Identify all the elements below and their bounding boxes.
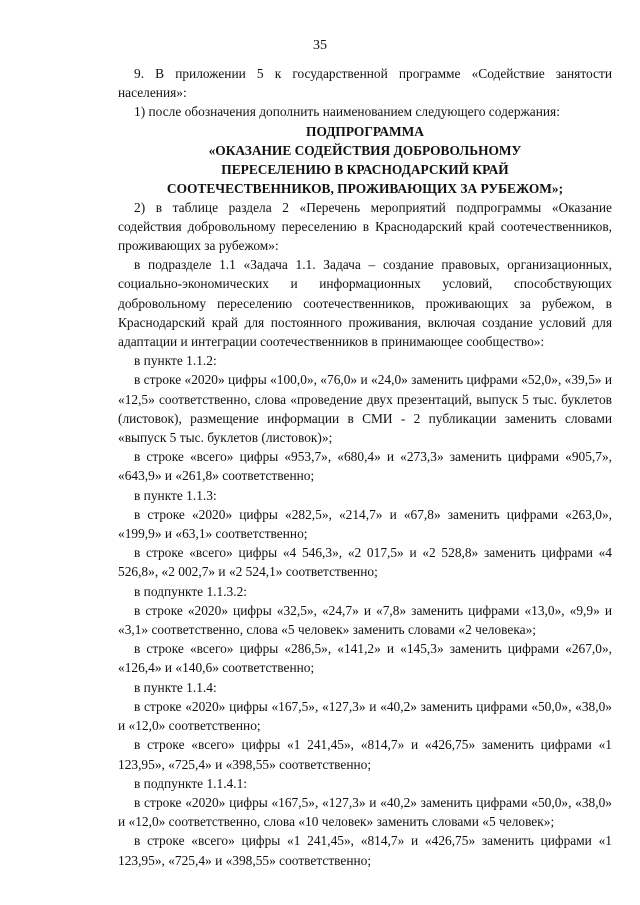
paragraph-subpoint-1-1-3-2: в подпункте 1.1.3.2: xyxy=(134,583,248,599)
paragraph-subitem-2: 2) в таблице раздела 2 «Перечень мероприятий подпрограммы «Оказание содействия добровольному переселению в Краснодарский край соотечественников, проживающих за рубежом»: xyxy=(118,199,612,254)
document-body xyxy=(118,64,612,870)
paragraph-subsection-1-1: в подразделе 1.1 «Задача 1.1. Задача – создание правовых, организационных, социально-экономических и информационных условий, способствующих добровольному переселению соотечественников, проживающих за рубежом, в Краснодарский край для постоянного проживания, включая создание условий для адаптации и интеграции соотечественников в принимающее сообщество»: xyxy=(118,257,612,350)
paragraph-row-2020-a: в строке «2020» цифры «100,0», «76,0» и «24,0» заменить цифрами «52,0», «39,5» и «12,5» соответственно, слова «проведение двух презентаций, выпуск 5 тыс. буклетов (листовок), размещение информации в СМИ - 2 публикации заменить словами «выпуск 5 тыс. буклетов (листовок)»; xyxy=(118,372,612,446)
paragraph-subpoint-1-1-4-1: в подпункте 1.1.4.1: xyxy=(134,775,248,791)
paragraph-row-total-d: в строке «всего» цифры «1 241,45», «814,7» и «426,75» заменить цифрами «1 123,95», «725,4» и «398,55» соответственно; xyxy=(118,737,612,772)
paragraph-row-2020-d: в строке «2020» цифры «167,5», «127,3» и «40,2» заменить цифрами «50,0», «38,0» и «12,0» соответственно; xyxy=(118,698,612,734)
paragraph-row-total-e: в строке «всего» цифры «1 241,45», «814,7» и «426,75» заменить цифрами «1 123,95», «725,4» и «398,55» соответственно; xyxy=(118,833,612,868)
paragraph-row-2020-c: в строке «2020» цифры «32,5», «24,7» и «7,8» заменить цифрами «13,0», «9,9» и «3,1» соответственно, слова «5 человек» заменить словами «2 человека»; xyxy=(118,602,612,638)
heading-line-4: СООТЕЧЕСТВЕННИКОВ, ПРОЖИВАЮЩИХ ЗА РУБЕЖОМ»; xyxy=(166,180,564,196)
paragraph-point-1-1-4: в пункте 1.1.4: xyxy=(134,679,217,695)
paragraph-row-2020-e: в строке «2020» цифры «167,5», «127,3» и «40,2» заменить цифрами «50,0», «38,0» и «12,0» соответственно, слова «10 человек» заменить словами «5 человек»; xyxy=(118,794,612,830)
paragraph-subitem-1: 1) после обозначения дополнить наименованием следующего содержания: xyxy=(134,104,560,120)
paragraph-row-2020-b: в строке «2020» цифры «282,5», «214,7» и «67,8» заменить цифрами «263,0», «199,9» и «63,1» соответственно; xyxy=(118,506,612,542)
paragraph-point-1-1-2: в пункте 1.1.2: xyxy=(134,353,217,369)
paragraph-row-total-b: в строке «всего» цифры «4 546,3», «2 017,5» и «2 528,8» заменить цифрами «4 526,8», «2 002,7» и «2 524,1» соответственно; xyxy=(118,545,612,580)
paragraph-point-1-1-3: в пункте 1.1.3: xyxy=(134,487,217,503)
heading-line-2: «ОКАЗАНИЕ СОДЕЙСТВИЯ ДОБРОВОЛЬНОМУ xyxy=(208,142,522,158)
heading-line-3: ПЕРЕСЕЛЕНИЮ В КРАСНОДАРСКИЙ КРАЙ xyxy=(221,161,509,177)
paragraph-item-9: 9. В приложении 5 к государственной программе «Содействие занятости населения»: xyxy=(118,66,612,101)
page-number: 35 xyxy=(313,38,327,53)
heading-line-1: ПОДПРОГРАММА xyxy=(306,123,424,139)
paragraph-row-total-a: в строке «всего» цифры «953,7», «680,4» и «273,3» заменить цифрами «905,7», «643,9» и «261,8» соответственно; xyxy=(118,449,612,484)
paragraph-row-total-c: в строке «всего» цифры «286,5», «141,2» и «145,3» заменить цифрами «267,0», «126,4» и «140,6» соответственно; xyxy=(118,641,612,676)
